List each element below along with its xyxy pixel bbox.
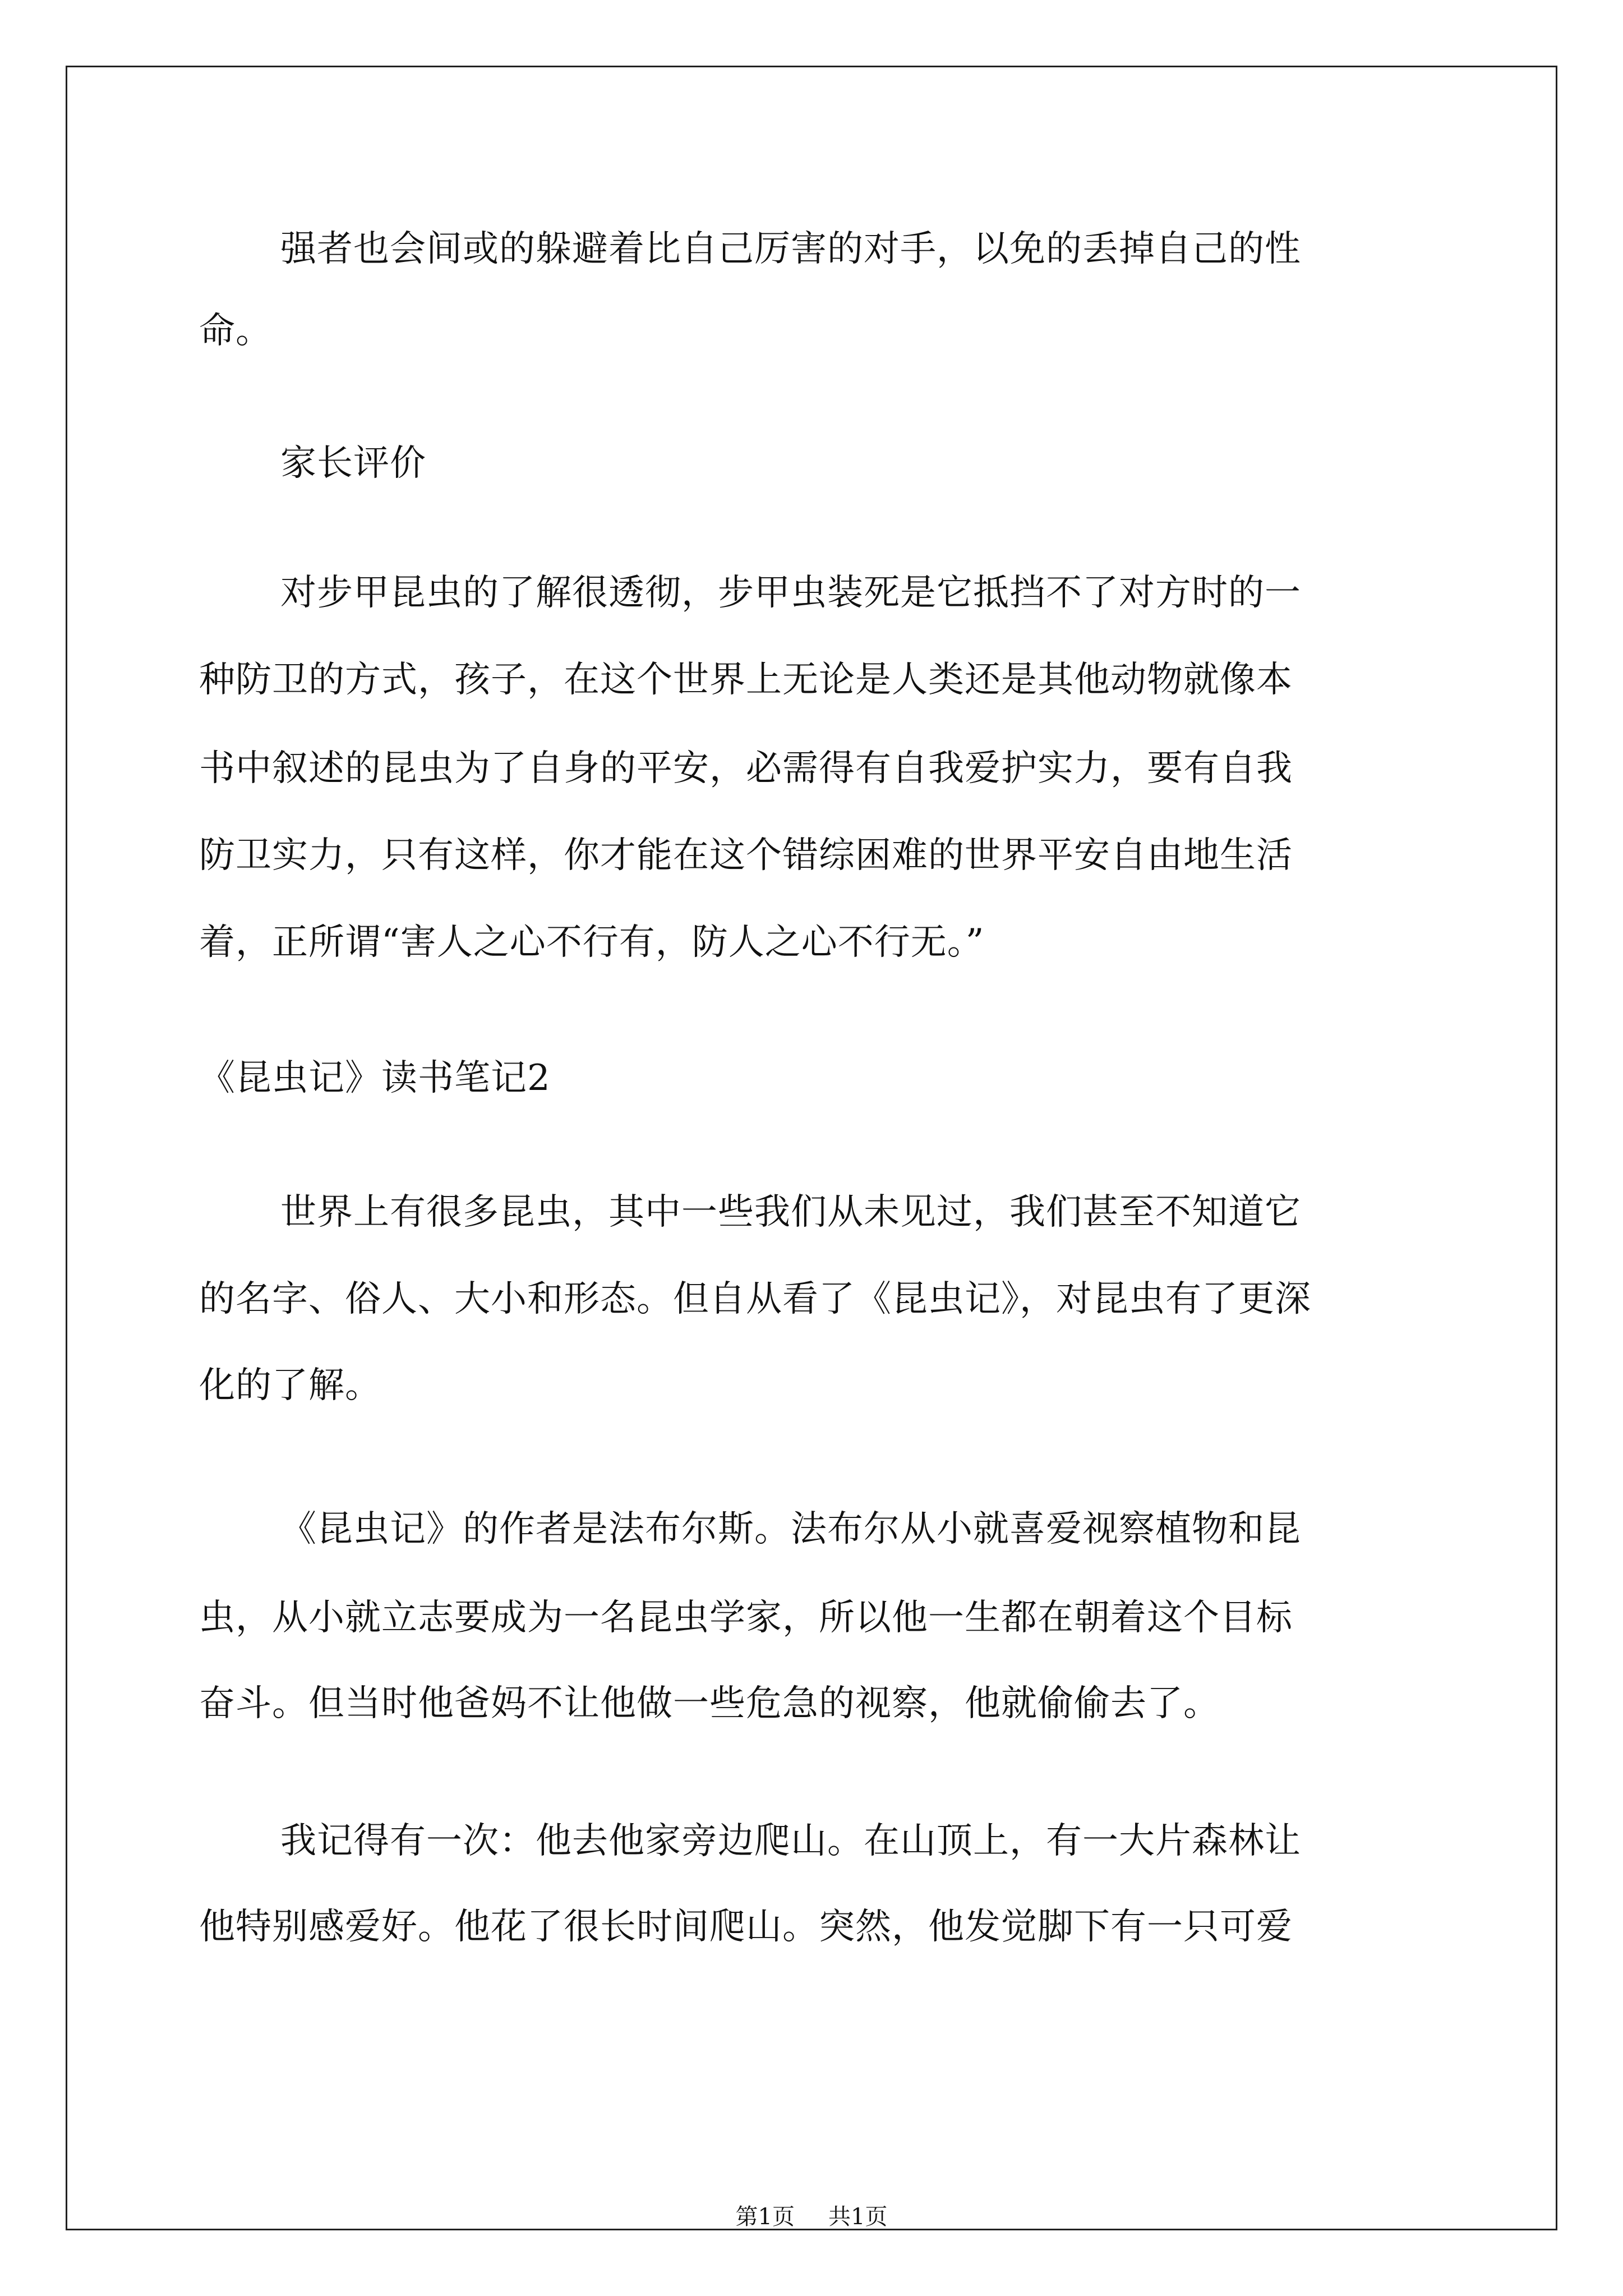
paragraph-line: 化的了解。: [199, 1365, 381, 1406]
chapter-title: 《昆虫记》读书笔记2: [199, 1057, 551, 1099]
paragraph-line: 世界上有很多昆虫，其中一些我们从未见过，我们甚至不知道它: [280, 1191, 1301, 1233]
paragraph-line: 防卫实力，只有这样，你才能在这个错综困难的世界平安自由地生活: [199, 835, 1293, 876]
paragraph-line: 对步甲昆虫的了解很透彻，步甲虫装死是它抵挡不了对方时的一: [280, 572, 1301, 614]
section-heading: 家长评价: [280, 443, 426, 484]
paragraph-line: 的名字、俗人、大小和形态。但自从看了《昆虫记》，对昆虫有了更深: [199, 1278, 1311, 1320]
paragraph-line: 奋斗。但当时他爸妈不让他做一些危急的视察，他就偷偷去了。: [199, 1683, 1220, 1724]
paragraph-line: 我记得有一次：他去他家旁边爬山。在山顶上，有一大片森林让: [280, 1820, 1301, 1862]
paragraph-line: 《昆虫记》的作者是法布尔斯。法布尔从小就喜爱视察植物和昆: [280, 1508, 1301, 1550]
paragraph-line: 着，正所谓“害人之心不行有，防人之心不行无。”: [199, 922, 985, 963]
paragraph-line: 虫，从小就立志要成为一名昆虫学家，所以他一生都在朝着这个目标: [199, 1597, 1293, 1639]
paragraph-line: 书中叙述的昆虫为了自身的平安，必需得有自我爱护实力，要有自我: [199, 748, 1293, 789]
page-total: 共1页: [828, 2204, 888, 2230]
page-footer: [0, 2206, 1623, 2228]
paragraph-line: 强者也会间或的躲避着比自己厉害的对手，以免的丢掉自己的性: [280, 228, 1301, 270]
paragraph-line: 种防卫的方式，孩子，在这个世界上无论是人类还是其他动物就像本: [199, 659, 1293, 701]
page-number: 第1页: [735, 2204, 795, 2230]
paragraph-line: 命。: [199, 310, 272, 352]
paragraph-line: 他特别感爱好。他花了很长时间爬山。突然，他发觉脚下有一只可爱: [199, 1906, 1293, 1948]
